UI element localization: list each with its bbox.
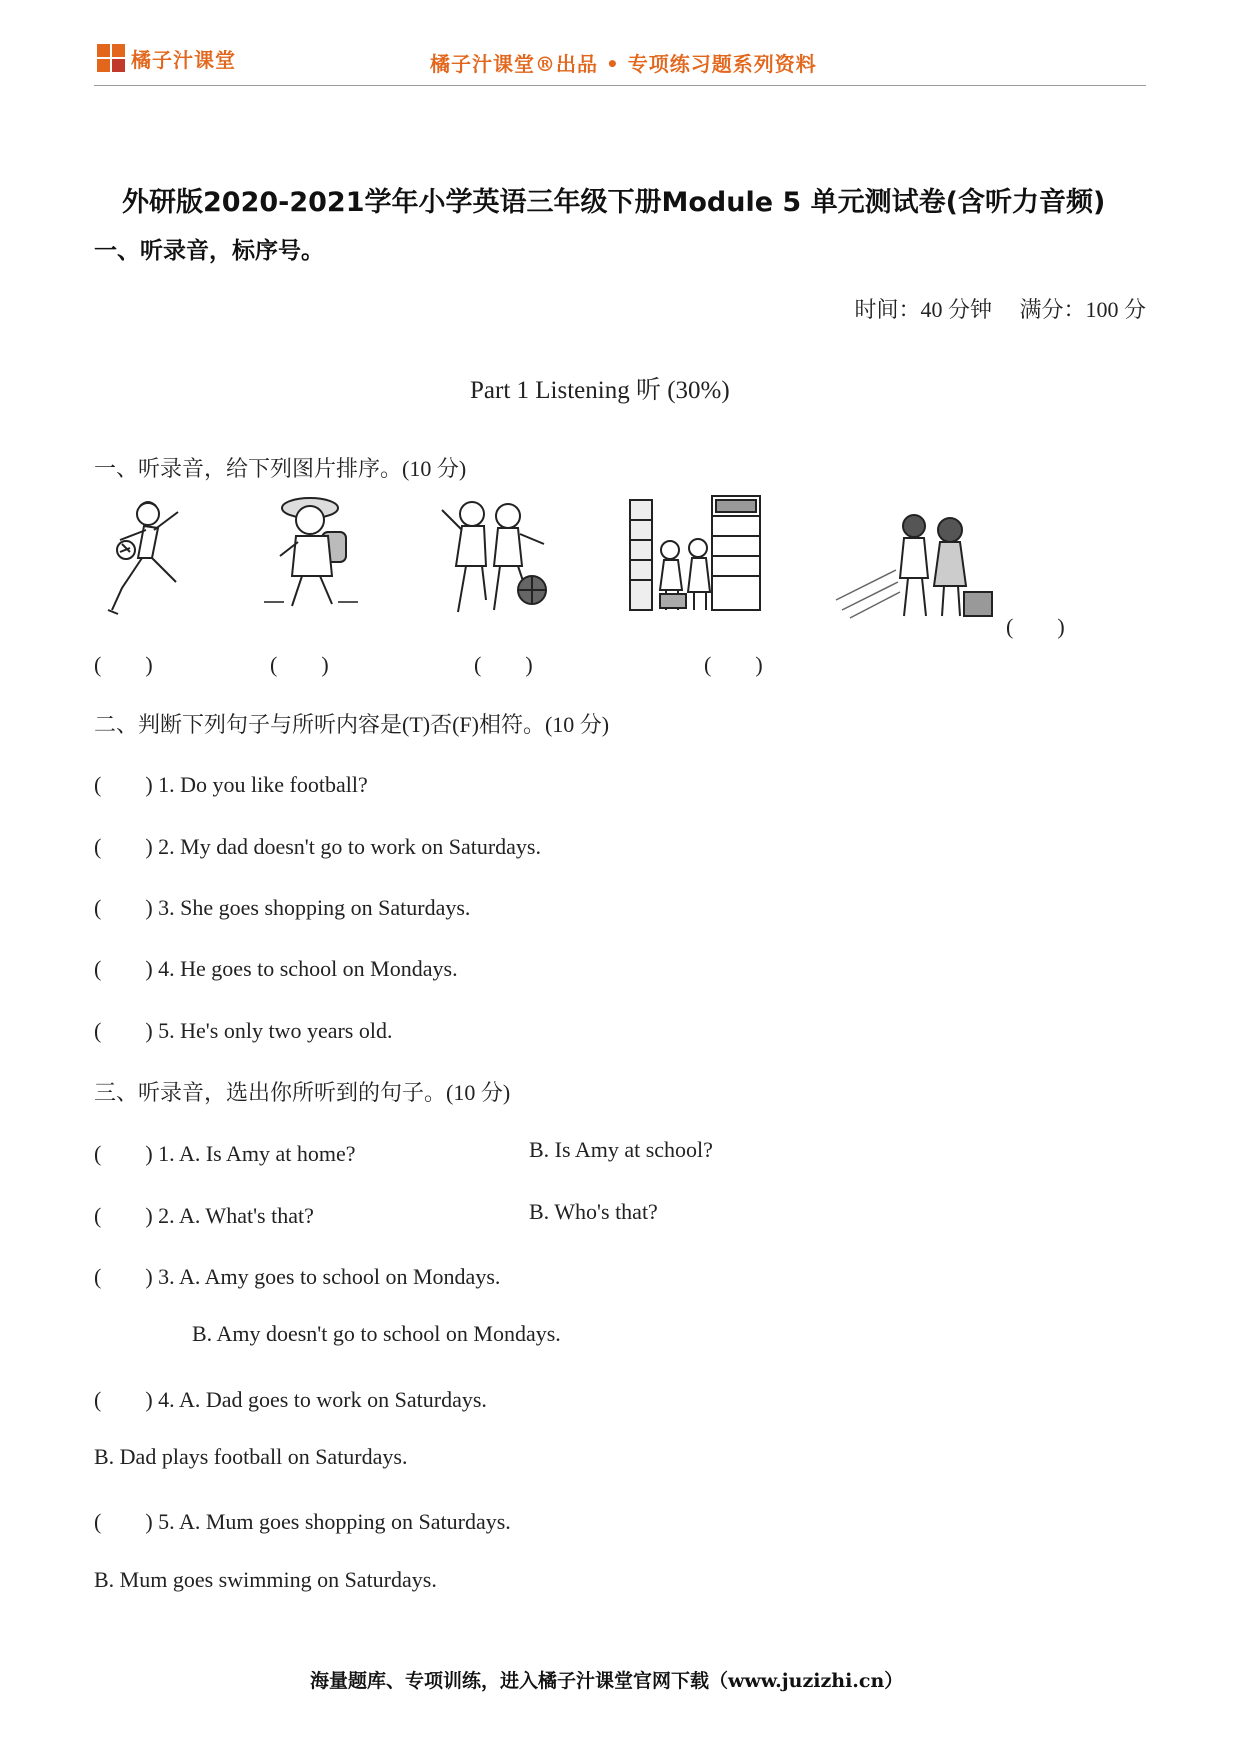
q2-item-3: ( ) 3. She goes shopping on Saturdays. [94, 895, 471, 920]
shopping-picture [626, 490, 766, 620]
q2-item-2: ( ) 2. My dad doesn't go to work on Saturdays. [94, 834, 541, 859]
girl-backpack-picture [258, 490, 368, 620]
q1-blank-2[interactable]: ( ) [270, 652, 329, 677]
q3-item-4-b: B. Dad plays football on Saturdays. [94, 1444, 408, 1469]
q1-blank-4[interactable]: ( ) [704, 652, 763, 677]
header-divider [94, 85, 1146, 86]
q2-item-5: ( ) 5. He's only two years old. [94, 1018, 393, 1043]
q3-item-2-a: ( ) 2. A. What's that? [94, 1203, 314, 1228]
q3-heading: 三、听录音，选出你所听到的句子。(10 分) [94, 1080, 511, 1105]
section-heading: 一、听录音，标序号。 [94, 237, 324, 264]
header-banner: 橘子汁课堂®出品 • 专项练习题系列资料 [430, 52, 817, 76]
footer-text: 海量题库、专项训练，进入橘子汁课堂官网下载（www.juzizhi.cn） [310, 1670, 904, 1692]
q2-heading: 二、判断下列句子与所听内容是(T)否(F)相符。(10 分) [94, 712, 610, 737]
walking-picture [832, 506, 1002, 624]
logo-text: 橘子汁课堂 [131, 48, 236, 72]
q1-blank-5[interactable]: ( ) [1006, 614, 1065, 639]
q3-item-5-a: ( ) 5. A. Mum goes shopping on Saturdays. [94, 1509, 511, 1534]
q3-item-3-b: B. Amy doesn't go to school on Mondays. [192, 1321, 561, 1346]
q1-heading: 一、听录音，给下列图片排序。(10 分) [94, 456, 467, 481]
q3-item-2-b: B. Who's that? [529, 1199, 658, 1224]
boys-basketball-picture [432, 490, 557, 620]
part-title: Part 1 Listening 听 (30%) [470, 377, 730, 404]
q3-item-1-a: ( ) 1. A. Is Amy at home? [94, 1141, 356, 1166]
q2-item-4: ( ) 4. He goes to school on Mondays. [94, 956, 458, 981]
time-info: 时间：40 分钟 满分：100 分 [854, 297, 1146, 322]
q1-blank-1[interactable]: ( ) [94, 652, 153, 677]
document-title: 外研版2020-2021学年小学英语三年级下册Module 5 单元测试卷(含听力音频) [122, 187, 1106, 218]
q2-item-1: ( ) 1. Do you like football? [94, 772, 368, 797]
q3-item-3-a: ( ) 3. A. Amy goes to school on Mondays. [94, 1264, 501, 1289]
boy-football-picture [96, 492, 196, 622]
q3-item-5-b: B. Mum goes swimming on Saturdays. [94, 1567, 437, 1592]
q3-item-4-a: ( ) 4. A. Dad goes to work on Saturdays. [94, 1387, 487, 1412]
q1-blank-3[interactable]: ( ) [474, 652, 533, 677]
q3-item-1-b: B. Is Amy at school? [529, 1137, 713, 1162]
logo-mark-icon [97, 44, 127, 74]
